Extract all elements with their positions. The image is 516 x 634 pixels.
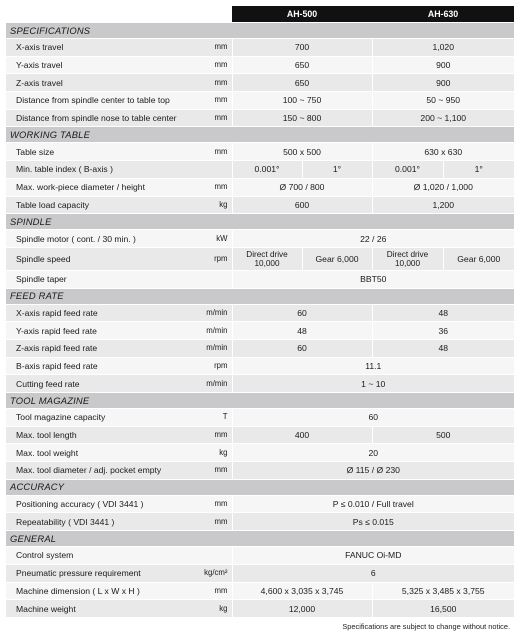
model-ah500-header: AH-500 (232, 6, 372, 23)
table-row (6, 600, 514, 618)
ah630-value: 48 (372, 304, 514, 322)
row-unit: rpm (198, 357, 232, 375)
table-row (6, 582, 514, 600)
table-row (6, 39, 514, 57)
row-label: Max. tool length (6, 426, 198, 444)
row-label: Machine dimension ( L x W x H ) (6, 582, 198, 600)
row-unit: kg (198, 444, 232, 462)
ah500-direct-drive-rpm: 10,000 (254, 258, 280, 268)
row-unit: mm (198, 462, 232, 480)
ah630-direct-drive-label: Direct drive (386, 249, 429, 259)
row-label: Cutting feed rate (6, 375, 198, 393)
shared-value: Ø 115 / Ø 230 (232, 462, 514, 480)
row-unit: m/min (198, 375, 232, 393)
row-unit (198, 161, 232, 179)
ah630-value-b: 1° (443, 161, 514, 179)
row-unit: mm (198, 426, 232, 444)
ah630-value: 48 (372, 339, 514, 357)
ah630-value: 16,500 (372, 600, 514, 618)
ah500-value: 100 ~ 750 (232, 92, 372, 110)
shared-value: P ≤ 0.010 / Full travel (232, 495, 514, 513)
row-unit: rpm (198, 247, 232, 270)
row-unit: kg (198, 600, 232, 618)
ah630-value: 1,020 (372, 39, 514, 57)
section-header (6, 127, 514, 143)
ah630-direct-drive-rpm: 10,000 (394, 258, 421, 268)
row-unit: mm (198, 56, 232, 74)
row-label: Tool magazine capacity (6, 409, 198, 427)
ah630-value: 900 (372, 56, 514, 74)
table-row (6, 74, 514, 92)
table-row (6, 564, 514, 582)
section-header (6, 531, 514, 547)
table-row (6, 547, 514, 565)
section-tool-magazine: TOOL MAGAZINE (6, 393, 514, 409)
row-label: Y-axis rapid feed rate (6, 322, 198, 340)
ah630-value-a: 0.001° (372, 161, 443, 179)
row-label: X-axis travel (6, 39, 198, 57)
row-unit: mm (198, 495, 232, 513)
table-row (6, 462, 514, 480)
table-row (6, 426, 514, 444)
table-row (6, 196, 514, 214)
row-label: Distance from spindle center to table top (6, 92, 198, 110)
row-unit: mm (198, 143, 232, 161)
ah630-value-a (372, 247, 443, 270)
row-label: Y-axis travel (6, 56, 198, 74)
row-label: Z-axis rapid feed rate (6, 339, 198, 357)
section-header (6, 23, 514, 39)
row-unit (198, 547, 232, 565)
ah500-value-b: Gear 6,000 (302, 247, 372, 270)
ah500-value: 650 (232, 56, 372, 74)
row-label: Control system (6, 547, 198, 565)
ah500-direct-drive-label: Direct drive (246, 249, 288, 259)
table-row (6, 92, 514, 110)
row-unit (198, 270, 232, 288)
ah500-value: 500 x 500 (232, 143, 372, 161)
table-row (6, 322, 514, 340)
row-label: B-axis rapid feed rate (6, 357, 198, 375)
row-label: Table load capacity (6, 196, 198, 214)
ah500-value: 650 (232, 74, 372, 92)
row-label: Spindle speed (6, 247, 198, 270)
shared-value: BBT50 (232, 270, 514, 288)
row-label: Z-axis travel (6, 74, 198, 92)
ah500-value: 60 (232, 304, 372, 322)
row-label: Max. tool weight (6, 444, 198, 462)
ah500-value: 400 (232, 426, 372, 444)
spec-table (6, 6, 514, 618)
section-header (6, 479, 514, 495)
row-label: Spindle motor ( cont. / 30 min. ) (6, 230, 198, 248)
table-row (6, 270, 514, 288)
section-header (6, 393, 514, 409)
table-row (6, 247, 514, 270)
section-header (6, 288, 514, 304)
row-unit: mm (198, 582, 232, 600)
ah500-value: 12,000 (232, 600, 372, 618)
row-label: Max. work-piece diameter / height (6, 178, 198, 196)
row-label: Repeatability ( VDI 3441 ) (6, 513, 198, 531)
table-row (6, 304, 514, 322)
section-feed-rate: FEED RATE (6, 288, 514, 304)
section-working-table: WORKING TABLE (6, 127, 514, 143)
table-row (6, 375, 514, 393)
ah500-value: 60 (232, 339, 372, 357)
table-row (6, 444, 514, 462)
ah630-value: 630 x 630 (372, 143, 514, 161)
shared-value: FANUC Oi-MD (232, 547, 514, 565)
ah500-value-a (232, 247, 302, 270)
shared-value: Ps ≤ 0.015 (232, 513, 514, 531)
table-row (6, 230, 514, 248)
ah500-value: 48 (232, 322, 372, 340)
shared-value: 20 (232, 444, 514, 462)
ah500-value: Ø 700 / 800 (232, 178, 372, 196)
table-row (6, 178, 514, 196)
model-ah630-header: AH-630 (372, 6, 514, 23)
row-label: Pneumatic pressure requirement (6, 564, 198, 582)
ah630-value: 900 (372, 74, 514, 92)
table-row (6, 357, 514, 375)
table-row (6, 161, 514, 179)
ah630-value: 200 ~ 1,100 (372, 109, 514, 127)
row-label: Distance from spindle nose to table center (6, 109, 198, 127)
shared-value: 11.1 (232, 357, 514, 375)
ah500-value: 600 (232, 196, 372, 214)
footnote: Specifications are subject to change without notice. (342, 622, 510, 631)
ah500-value-b: 1° (302, 161, 372, 179)
table-row (6, 109, 514, 127)
section-header (6, 214, 514, 230)
row-unit: mm (198, 513, 232, 531)
row-label: Min. table index ( B-axis ) (6, 161, 198, 179)
row-unit: T (198, 409, 232, 427)
section-general: GENERAL (6, 531, 514, 547)
table-row (6, 409, 514, 427)
shared-value: 22 / 26 (232, 230, 514, 248)
section-accuracy: ACCURACY (6, 479, 514, 495)
row-unit: m/min (198, 304, 232, 322)
ah630-value: 500 (372, 426, 514, 444)
ah500-value: 700 (232, 39, 372, 57)
shared-value: 1 ~ 10 (232, 375, 514, 393)
row-unit: kW (198, 230, 232, 248)
row-unit: m/min (198, 339, 232, 357)
ah630-value-b: Gear 6,000 (443, 247, 514, 270)
table-row (6, 339, 514, 357)
ah630-value: 1,200 (372, 196, 514, 214)
ah500-value-a: 0.001° (232, 161, 302, 179)
shared-value: 60 (232, 409, 514, 427)
section-specifications: SPECIFICATIONS (6, 23, 514, 39)
row-unit: m/min (198, 322, 232, 340)
row-unit: kg/cm² (198, 564, 232, 582)
row-label: Machine weight (6, 600, 198, 618)
ah500-value: 4,600 x 3,035 x 3,745 (232, 582, 372, 600)
row-unit: mm (198, 92, 232, 110)
model-header-row (6, 6, 514, 23)
row-unit: kg (198, 196, 232, 214)
shared-value: 6 (232, 564, 514, 582)
row-unit: mm (198, 109, 232, 127)
row-label: Positioning accuracy ( VDI 3441 ) (6, 495, 198, 513)
row-label: Table size (6, 143, 198, 161)
table-row (6, 513, 514, 531)
row-label: Spindle taper (6, 270, 198, 288)
ah630-value: 5,325 x 3,485 x 3,755 (372, 582, 514, 600)
table-row (6, 495, 514, 513)
ah630-value: 50 ~ 950 (372, 92, 514, 110)
section-spindle: SPINDLE (6, 214, 514, 230)
table-row (6, 56, 514, 74)
row-unit: mm (198, 178, 232, 196)
ah630-value: 36 (372, 322, 514, 340)
ah630-value: Ø 1,020 / 1,000 (372, 178, 514, 196)
row-label: Max. tool diameter / adj. pocket empty (6, 462, 198, 480)
row-unit: mm (198, 74, 232, 92)
row-label: X-axis rapid feed rate (6, 304, 198, 322)
ah500-value: 150 ~ 800 (232, 109, 372, 127)
row-unit: mm (198, 39, 232, 57)
table-row (6, 143, 514, 161)
